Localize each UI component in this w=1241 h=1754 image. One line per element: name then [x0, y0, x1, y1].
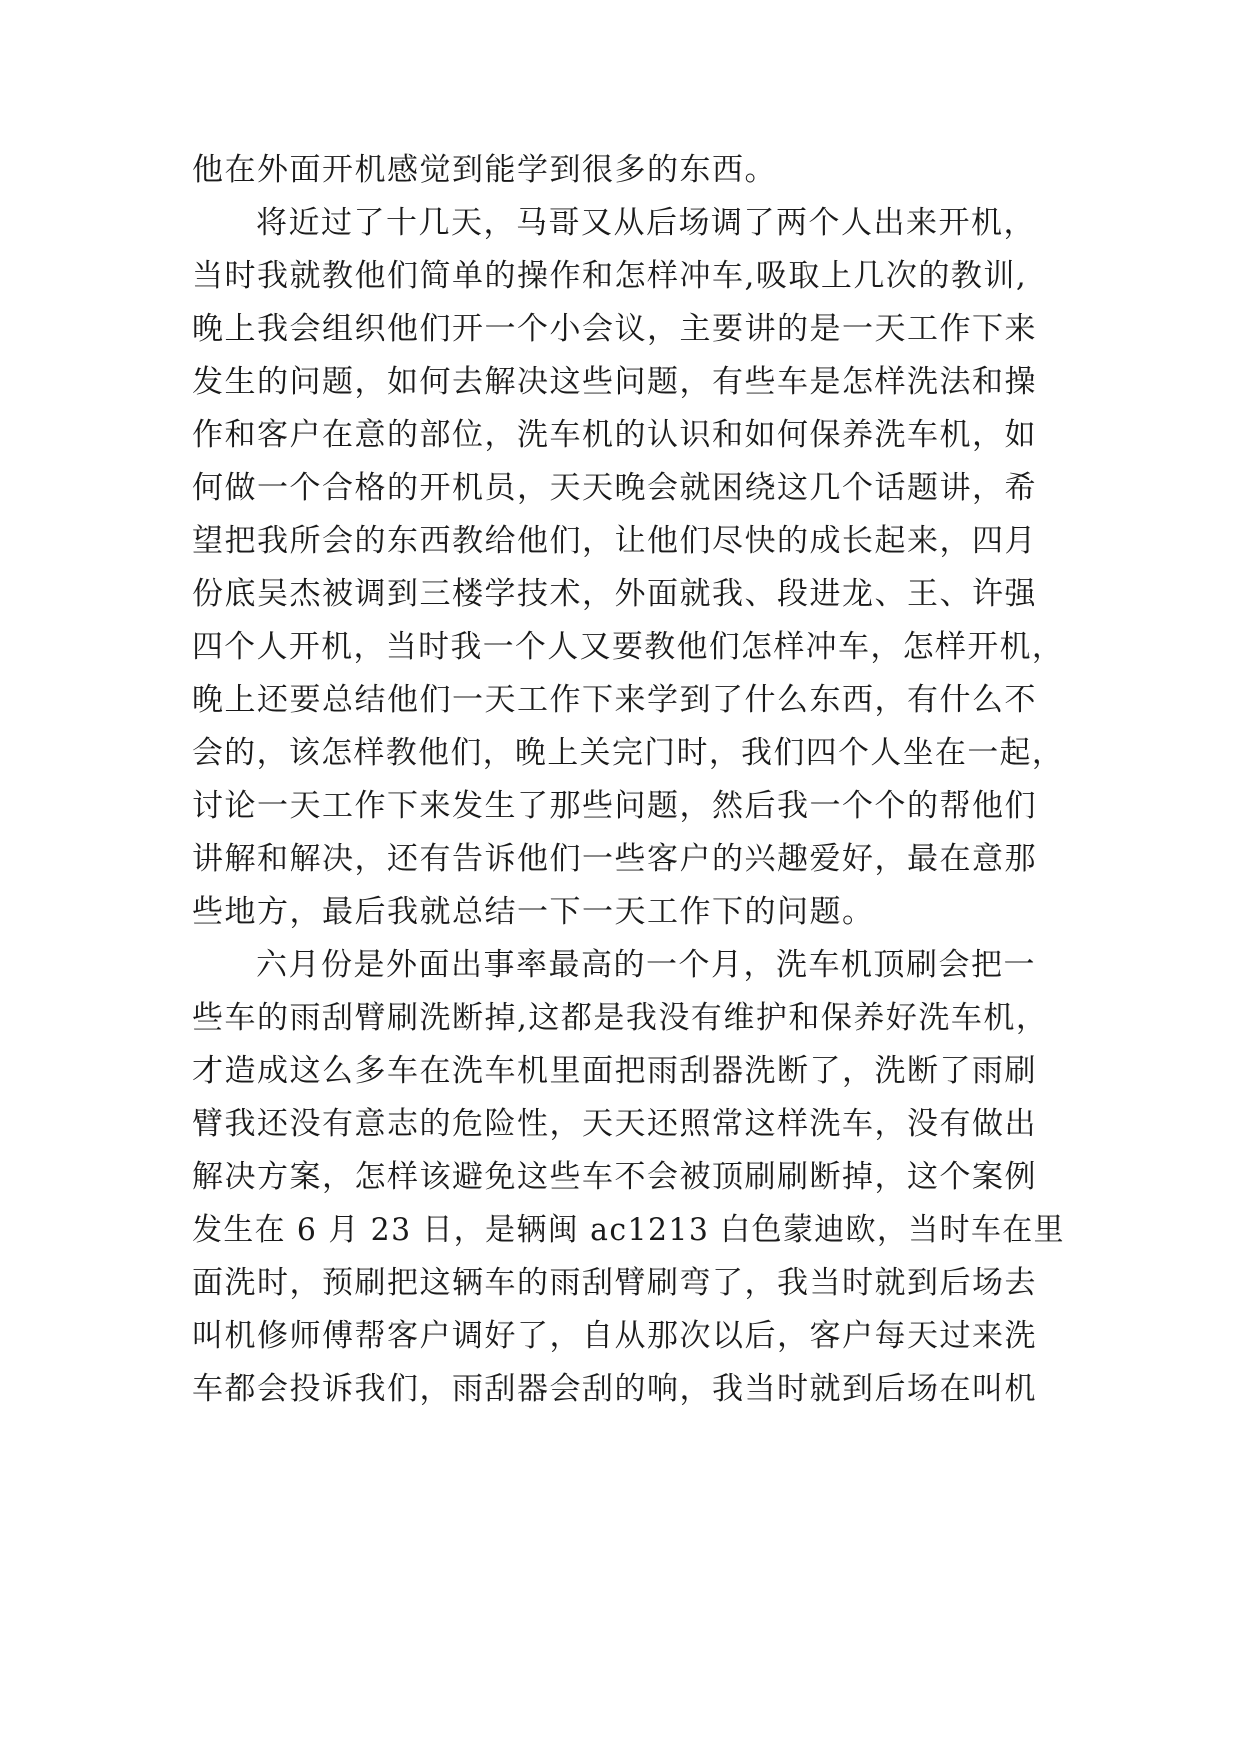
text-line: 晚上我会组织他们开一个小会议，主要讲的是一天工作下来: [192, 311, 1037, 347]
text-line: 作和客户在意的部位，洗车机的认识和如何保养洗车机，如: [192, 417, 1037, 453]
text-line: 面洗时，预刷把这辆车的雨刮臂刷弯了，我当时就到后场去: [192, 1265, 1037, 1301]
text-line: 发生的问题，如何去解决这些问题，有些车是怎样洗法和操: [192, 364, 1037, 400]
paragraph-start-line: 六月份是外面出事率最高的一个月，洗车机顶刷会把一: [256, 947, 1036, 983]
text-line: 才造成这么多车在洗车机里面把雨刮器洗断了，洗断了雨刷: [192, 1053, 1037, 1089]
text-line: 车都会投诉我们，雨刮器会刮的响，我当时就到后场在叫机: [192, 1371, 1037, 1407]
text-line: 份底吴杰被调到三楼学技术，外面就我、段进龙、王、许强: [192, 576, 1037, 612]
text-line: 望把我所会的东西教给他们，让他们尽快的成长起来，四月: [192, 523, 1037, 559]
text-line: 些地方，最后我就总结一下一天工作下的问题。: [192, 894, 875, 930]
text-line: 解决方案，怎样该避免这些车不会被顶刷刷断掉，这个案例: [192, 1159, 1037, 1195]
text-line: 叫机修师傅帮客户调好了，自从那次以后，客户每天过来洗: [192, 1318, 1037, 1354]
paragraph-start-line: 将近过了十几天，马哥又从后场调了两个人出来开机，: [256, 205, 1036, 241]
text-line: 讲解和解决，还有告诉他们一些客户的兴趣爱好，最在意那: [192, 841, 1037, 877]
text-line: 四个人开机，当时我一个人又要教他们怎样冲车，怎样开机，: [192, 629, 1065, 665]
text-line: 臂我还没有意志的危险性，天天还照常这样洗车，没有做出: [192, 1106, 1037, 1142]
text-line: 何做一个合格的开机员，天天晚会就困绕这几个话题讲，希: [192, 470, 1037, 506]
text-line: 他在外面开机感觉到能学到很多的东西。: [192, 152, 777, 188]
text-line: 发生在 6 月 23 日，是辆闽 ac1213 白色蒙迪欧，当时车在里: [192, 1212, 1065, 1248]
text-line: 些车的雨刮臂刷洗断掉,这都是我没有维护和保养好洗车机，: [192, 1000, 1049, 1036]
text-line: 晚上还要总结他们一天工作下来学到了什么东西，有什么不: [192, 682, 1037, 718]
text-line: 讨论一天工作下来发生了那些问题，然后我一个个的帮他们: [192, 788, 1037, 824]
text-line: 当时我就教他们简单的操作和怎样冲车,吸取上几次的教训,: [192, 258, 1028, 294]
text-line: 会的，该怎样教他们，晚上关完门时，我们四个人坐在一起，: [192, 735, 1065, 771]
